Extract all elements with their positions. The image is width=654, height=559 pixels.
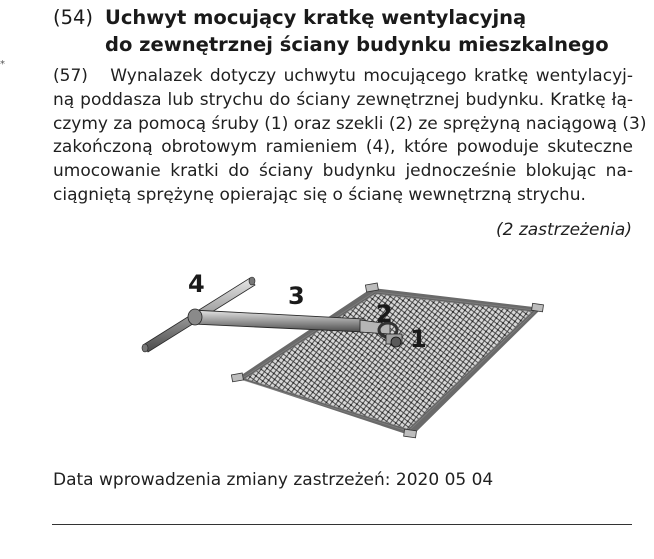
abstract-line-3: czymy za pomocą śruby (1) oraz szekli (2) ze sprężyną naciągową (3) <box>53 113 647 134</box>
abstract-line-4: zakończoną obrotowym ramieniem (4), które powoduje skuteczne <box>53 137 633 158</box>
patent-title <box>53 4 643 58</box>
title-code: (54) <box>53 6 94 29</box>
abstract-line-5: umocowanie kratki do ściany budynku jednocześnie blokując na- <box>53 161 633 182</box>
figure-label-2: 2 <box>376 300 393 328</box>
title-text-2: do zewnętrznej ściany budynku mieszkalnego <box>105 33 609 56</box>
abstract-line-2: ną poddasza lub strychu do ściany zewnętrznej budynku. Kratkę łą- <box>53 89 633 110</box>
abstract-line-6: ciągniętą sprężynę opierając się o ścianę wewnętrzną strychu. <box>53 184 586 205</box>
abstract-line-1 <box>53 65 633 89</box>
amendment-date-text: Data wprowadzenia zmiany zastrzeżeń: 2020 05 04 <box>53 470 494 490</box>
title-line-2 <box>53 31 643 58</box>
abstract-paragraph <box>53 65 647 208</box>
figure-label-3: 3 <box>288 282 305 310</box>
abstract-code: (57) <box>53 66 88 86</box>
patent-drawing <box>140 262 550 452</box>
abstract-line-1-text: Wynalazek dotyczy uchwytu mocującego kratkę wentylacyj- <box>110 66 633 86</box>
title-line-1 <box>53 4 643 31</box>
figure-label-1: 1 <box>410 325 427 353</box>
claims-count: (2 zastrzeżenia) <box>495 220 632 240</box>
footer-divider <box>52 524 632 525</box>
margin-asterisk: * <box>0 59 5 70</box>
title-text-1: Uchwyt mocujący kratkę wentylacyjną <box>105 6 527 29</box>
figure-label-4: 4 <box>188 270 205 298</box>
